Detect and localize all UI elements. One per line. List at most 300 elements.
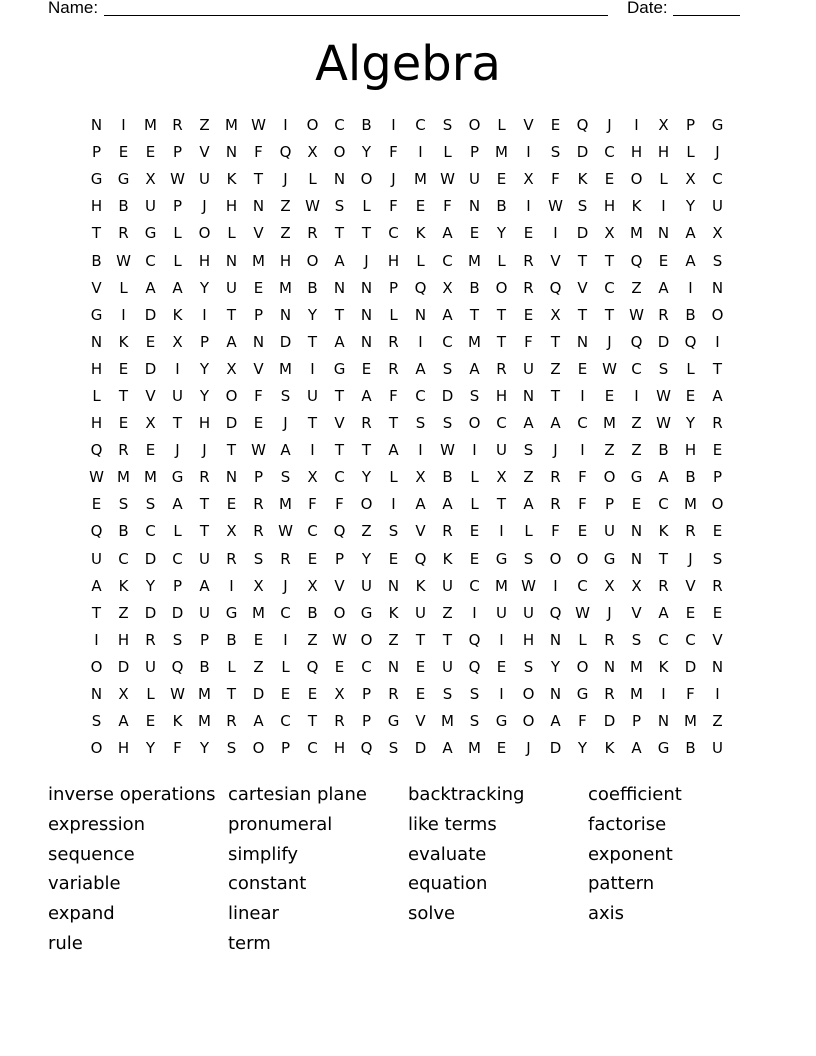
grid-letter[interactable]: H [333,739,346,758]
grid-letter[interactable]: A [280,441,291,460]
grid-letter[interactable]: L [443,143,452,162]
grid-letter[interactable]: O [360,495,373,514]
grid-letter[interactable]: L [308,170,317,189]
grid-letter[interactable]: O [360,170,373,189]
grid-letter[interactable]: L [578,630,587,649]
grid-letter[interactable]: J [202,197,207,216]
grid-letter[interactable]: I [310,359,315,378]
grid-letter[interactable]: C [145,522,156,541]
date-blank-line[interactable] [673,15,740,16]
grid-letter[interactable]: U [442,657,453,676]
grid-letter[interactable]: A [523,495,534,514]
grid-letter[interactable]: E [523,224,534,243]
grid-letter[interactable]: O [576,549,589,568]
grid-letter[interactable]: I [499,522,504,541]
grid-letter[interactable]: M [225,116,238,135]
grid-letter[interactable]: W [332,630,347,649]
grid-letter[interactable]: E [523,305,534,324]
grid-letter[interactable]: N [90,332,103,351]
grid-letter[interactable]: E [118,359,129,378]
grid-letter[interactable]: H [603,197,616,216]
grid-letter[interactable]: D [576,143,589,162]
grid-letter[interactable]: E [469,522,480,541]
grid-letter[interactable]: Z [280,224,291,243]
grid-letter[interactable]: V [253,224,264,243]
grid-letter[interactable]: E [388,549,399,568]
grid-letter[interactable]: C [334,468,345,487]
grid-letter[interactable]: C [577,414,588,433]
grid-letter[interactable]: A [415,359,426,378]
grid-letter[interactable]: Q [90,441,103,460]
grid-letter[interactable]: K [118,576,129,595]
grid-letter[interactable]: P [199,332,210,351]
grid-letter[interactable]: C [118,549,129,568]
grid-letter[interactable]: M [252,603,265,622]
grid-letter[interactable]: S [334,197,345,216]
grid-letter[interactable]: B [91,251,102,270]
grid-letter[interactable]: T [604,251,615,270]
grid-letter[interactable]: T [415,630,426,649]
grid-letter[interactable]: X [145,414,156,433]
grid-letter[interactable]: E [307,685,318,704]
grid-letter[interactable]: K [442,549,453,568]
grid-letter[interactable]: O [225,386,238,405]
grid-letter[interactable]: I [418,332,423,351]
grid-letter[interactable]: A [550,712,561,731]
grid-letter[interactable]: I [310,441,315,460]
grid-letter[interactable]: I [283,630,288,649]
grid-letter[interactable]: O [549,549,562,568]
grid-letter[interactable]: E [550,116,561,135]
grid-letter[interactable]: S [550,143,561,162]
grid-letter[interactable]: I [715,685,720,704]
grid-letter[interactable]: U [307,386,318,405]
grid-letter[interactable]: N [576,332,589,351]
grid-letter[interactable]: M [468,332,481,351]
grid-letter[interactable]: K [658,522,669,541]
grid-letter[interactable]: S [631,630,642,649]
grid-letter[interactable]: E [145,332,156,351]
grid-letter[interactable]: L [686,143,695,162]
grid-letter[interactable]: S [577,197,588,216]
grid-letter[interactable]: N [657,712,670,731]
grid-letter[interactable]: C [604,278,615,297]
grid-letter[interactable]: G [171,468,184,487]
grid-letter[interactable]: H [279,251,292,270]
grid-letter[interactable]: S [280,386,291,405]
grid-letter[interactable]: R [604,630,615,649]
grid-letter[interactable]: Y [361,143,372,162]
grid-letter[interactable]: N [360,305,373,324]
grid-letter[interactable]: P [253,305,264,324]
grid-letter[interactable]: L [524,522,533,541]
grid-letter[interactable]: H [90,197,103,216]
grid-letter[interactable]: M [684,495,697,514]
grid-letter[interactable]: Q [549,278,562,297]
grid-letter[interactable]: Z [604,441,615,460]
grid-letter[interactable]: I [634,386,639,405]
grid-letter[interactable]: S [145,495,156,514]
grid-letter[interactable]: N [252,197,265,216]
grid-letter[interactable]: R [388,332,399,351]
grid-letter[interactable]: J [202,441,207,460]
grid-letter[interactable]: A [172,278,183,297]
grid-letter[interactable]: N [414,305,427,324]
grid-letter[interactable]: F [578,468,587,487]
grid-letter[interactable]: A [442,224,453,243]
grid-letter[interactable]: Y [199,359,210,378]
grid-letter[interactable]: Y [361,468,372,487]
grid-letter[interactable]: C [307,739,318,758]
grid-letter[interactable]: L [173,522,182,541]
grid-letter[interactable]: S [712,549,723,568]
grid-letter[interactable]: G [360,603,373,622]
grid-letter[interactable]: E [361,359,372,378]
grid-letter[interactable]: D [576,224,589,243]
grid-letter[interactable]: T [577,305,588,324]
grid-letter[interactable]: E [469,224,480,243]
grid-letter[interactable]: B [496,197,507,216]
grid-letter[interactable]: U [91,549,102,568]
grid-letter[interactable]: C [334,116,345,135]
grid-letter[interactable]: R [388,359,399,378]
grid-letter[interactable]: X [604,224,615,243]
grid-letter[interactable]: E [712,603,723,622]
grid-letter[interactable]: N [333,278,346,297]
grid-letter[interactable]: A [442,495,453,514]
grid-letter[interactable]: W [251,441,266,460]
grid-letter[interactable]: U [199,170,210,189]
grid-letter[interactable]: D [414,739,427,758]
grid-letter[interactable]: Q [171,657,184,676]
grid-letter[interactable]: D [549,739,562,758]
grid-letter[interactable]: S [118,495,129,514]
grid-letter[interactable]: U [712,739,723,758]
grid-letter[interactable]: E [334,657,345,676]
grid-letter[interactable]: I [553,224,558,243]
grid-letter[interactable]: H [198,414,211,433]
grid-letter[interactable]: G [387,712,400,731]
grid-letter[interactable]: W [656,414,671,433]
grid-letter[interactable]: K [388,603,399,622]
grid-letter[interactable]: T [307,414,318,433]
grid-letter[interactable]: Q [360,739,373,758]
grid-letter[interactable]: K [604,739,615,758]
grid-letter[interactable]: E [685,386,696,405]
grid-letter[interactable]: F [443,197,452,216]
grid-letter[interactable]: H [630,143,643,162]
grid-letter[interactable]: F [389,197,398,216]
grid-letter[interactable]: I [472,603,477,622]
grid-letter[interactable]: J [283,414,288,433]
grid-letter[interactable]: J [553,441,558,460]
grid-letter[interactable]: A [685,224,696,243]
grid-letter[interactable]: J [715,143,720,162]
grid-letter[interactable]: C [361,657,372,676]
grid-letter[interactable]: F [389,143,398,162]
grid-letter[interactable]: B [361,116,372,135]
grid-letter[interactable]: E [577,359,588,378]
grid-letter[interactable]: A [415,495,426,514]
grid-letter[interactable]: G [90,305,103,324]
grid-letter[interactable]: B [469,278,480,297]
grid-letter[interactable]: E [145,143,156,162]
grid-letter[interactable]: Q [576,116,589,135]
grid-letter[interactable]: N [225,143,238,162]
grid-letter[interactable]: T [496,495,507,514]
grid-letter[interactable]: O [306,116,319,135]
grid-letter[interactable]: B [118,197,129,216]
grid-letter[interactable]: D [117,657,130,676]
grid-letter[interactable]: U [496,441,507,460]
grid-letter[interactable]: L [92,386,101,405]
grid-letter[interactable]: N [90,116,103,135]
grid-letter[interactable]: U [469,170,480,189]
grid-letter[interactable]: B [685,468,696,487]
grid-letter[interactable]: I [472,441,477,460]
grid-letter[interactable]: E [604,170,615,189]
grid-letter[interactable]: S [523,657,534,676]
grid-letter[interactable]: O [495,278,508,297]
grid-letter[interactable]: O [603,468,616,487]
grid-letter[interactable]: L [497,116,506,135]
grid-letter[interactable]: L [416,251,425,270]
grid-letter[interactable]: A [334,332,345,351]
grid-letter[interactable]: L [470,468,479,487]
grid-letter[interactable]: M [279,278,292,297]
grid-letter[interactable]: L [227,657,236,676]
grid-letter[interactable]: R [523,251,534,270]
grid-letter[interactable]: P [334,549,345,568]
grid-letter[interactable]: N [387,576,400,595]
grid-letter[interactable]: W [278,522,293,541]
grid-letter[interactable]: S [523,549,534,568]
grid-letter[interactable]: M [279,359,292,378]
grid-letter[interactable]: E [118,414,129,433]
grid-letter[interactable]: K [577,170,588,189]
grid-letter[interactable]: D [171,603,184,622]
grid-letter[interactable]: U [199,603,210,622]
grid-letter[interactable]: T [496,332,507,351]
grid-letter[interactable]: R [172,116,183,135]
grid-letter[interactable]: R [361,414,372,433]
grid-letter[interactable]: W [170,170,185,189]
grid-letter[interactable]: A [172,495,183,514]
grid-letter[interactable]: P [604,495,615,514]
grid-letter[interactable]: P [361,685,372,704]
grid-letter[interactable]: C [415,116,426,135]
grid-letter[interactable]: Z [442,603,453,622]
grid-letter[interactable]: X [145,170,156,189]
grid-letter[interactable]: E [253,278,264,297]
grid-letter[interactable]: T [712,359,723,378]
grid-letter[interactable]: Y [361,549,372,568]
grid-letter[interactable]: C [631,359,642,378]
grid-letter[interactable]: V [712,630,723,649]
grid-letter[interactable]: E [253,630,264,649]
grid-letter[interactable]: T [307,332,318,351]
grid-letter[interactable]: X [172,332,183,351]
grid-letter[interactable]: E [415,685,426,704]
grid-letter[interactable]: V [415,712,426,731]
grid-letter[interactable]: N [225,251,238,270]
grid-letter[interactable]: Y [685,197,696,216]
grid-letter[interactable]: R [199,468,210,487]
grid-letter[interactable]: N [630,522,643,541]
grid-letter[interactable]: G [603,549,616,568]
grid-letter[interactable]: O [252,739,265,758]
grid-letter[interactable]: T [334,305,345,324]
grid-letter[interactable]: M [684,712,697,731]
grid-letter[interactable]: N [90,685,103,704]
grid-letter[interactable]: H [225,197,238,216]
grid-letter[interactable]: W [170,685,185,704]
grid-letter[interactable]: Q [630,332,643,351]
grid-letter[interactable]: X [226,359,237,378]
grid-letter[interactable]: L [470,495,479,514]
grid-letter[interactable]: A [550,414,561,433]
grid-letter[interactable]: B [658,441,669,460]
grid-letter[interactable]: R [118,441,129,460]
grid-letter[interactable]: Z [361,522,372,541]
grid-letter[interactable]: E [604,386,615,405]
grid-letter[interactable]: Z [118,603,129,622]
grid-letter[interactable]: K [118,332,129,351]
grid-letter[interactable]: F [578,712,587,731]
grid-letter[interactable]: U [361,576,372,595]
grid-letter[interactable]: Y [145,576,156,595]
grid-letter[interactable]: T [361,441,372,460]
grid-letter[interactable]: A [226,332,237,351]
grid-letter[interactable]: W [629,305,644,324]
grid-letter[interactable]: C [280,603,291,622]
grid-letter[interactable]: R [226,549,237,568]
grid-letter[interactable]: E [145,441,156,460]
grid-letter[interactable]: C [172,549,183,568]
grid-letter[interactable]: E [415,657,426,676]
grid-letter[interactable]: H [117,739,130,758]
grid-letter[interactable]: V [685,576,696,595]
grid-letter[interactable]: X [550,305,561,324]
grid-letter[interactable]: I [553,576,558,595]
grid-letter[interactable]: Q [306,657,319,676]
grid-letter[interactable]: P [712,468,723,487]
grid-letter[interactable]: J [391,170,396,189]
grid-letter[interactable]: F [254,143,263,162]
grid-letter[interactable]: O [522,685,535,704]
grid-letter[interactable]: Z [550,359,561,378]
grid-letter[interactable]: O [333,603,346,622]
grid-letter[interactable]: N [711,278,724,297]
grid-letter[interactable]: P [631,712,642,731]
grid-letter[interactable]: F [389,386,398,405]
grid-letter[interactable]: V [199,143,210,162]
grid-letter[interactable]: I [175,359,180,378]
grid-letter[interactable]: E [496,657,507,676]
grid-letter[interactable]: E [280,685,291,704]
grid-letter[interactable]: X [226,522,237,541]
grid-letter[interactable]: R [118,224,129,243]
grid-letter[interactable]: E [712,441,723,460]
grid-letter[interactable]: S [442,685,453,704]
grid-letter[interactable]: H [90,359,103,378]
grid-letter[interactable]: E [496,739,507,758]
grid-letter[interactable]: X [118,685,129,704]
grid-letter[interactable]: M [630,224,643,243]
grid-letter[interactable]: U [442,576,453,595]
grid-letter[interactable]: F [551,170,560,189]
grid-letter[interactable]: M [252,251,265,270]
grid-letter[interactable]: T [658,549,669,568]
grid-letter[interactable]: M [414,170,427,189]
grid-letter[interactable]: V [550,251,561,270]
grid-letter[interactable]: J [364,251,369,270]
grid-letter[interactable]: J [607,603,612,622]
grid-letter[interactable]: K [226,170,237,189]
grid-letter[interactable]: O [576,657,589,676]
grid-letter[interactable]: S [253,549,264,568]
grid-letter[interactable]: I [121,305,126,324]
grid-letter[interactable]: A [145,278,156,297]
grid-letter[interactable]: R [307,224,318,243]
grid-letter[interactable]: X [307,468,318,487]
grid-letter[interactable]: T [226,685,237,704]
grid-letter[interactable]: K [172,712,183,731]
grid-letter[interactable]: J [283,576,288,595]
grid-letter[interactable]: T [199,495,210,514]
grid-letter[interactable]: L [173,224,182,243]
grid-letter[interactable]: R [604,685,615,704]
grid-letter[interactable]: W [548,197,563,216]
grid-letter[interactable]: R [712,414,723,433]
grid-letter[interactable]: K [172,305,183,324]
grid-letter[interactable]: T [91,603,102,622]
grid-letter[interactable]: V [523,116,534,135]
grid-letter[interactable]: V [145,386,156,405]
grid-letter[interactable]: Q [414,278,427,297]
grid-letter[interactable]: M [630,657,643,676]
grid-letter[interactable]: T [118,386,129,405]
grid-letter[interactable]: C [658,495,669,514]
grid-letter[interactable]: N [549,630,562,649]
grid-letter[interactable]: V [334,576,345,595]
grid-letter[interactable]: P [172,576,183,595]
grid-letter[interactable]: O [90,657,103,676]
grid-letter[interactable]: C [577,576,588,595]
grid-letter[interactable]: T [334,224,345,243]
grid-letter[interactable]: T [388,414,399,433]
grid-letter[interactable]: U [712,197,723,216]
grid-letter[interactable]: K [415,576,426,595]
grid-letter[interactable]: A [631,739,642,758]
grid-letter[interactable]: T [604,305,615,324]
grid-letter[interactable]: B [307,603,318,622]
grid-letter[interactable]: A [523,414,534,433]
grid-letter[interactable]: L [146,685,155,704]
grid-letter[interactable]: N [630,549,643,568]
grid-letter[interactable]: W [305,197,320,216]
grid-letter[interactable]: I [202,305,207,324]
grid-letter[interactable]: B [307,278,318,297]
grid-letter[interactable]: I [715,332,720,351]
grid-letter[interactable]: D [144,305,157,324]
grid-letter[interactable]: M [441,712,454,731]
grid-letter[interactable]: M [468,739,481,758]
grid-letter[interactable]: A [658,468,669,487]
grid-letter[interactable]: D [279,332,292,351]
grid-letter[interactable]: Y [307,305,318,324]
grid-letter[interactable]: B [685,739,696,758]
